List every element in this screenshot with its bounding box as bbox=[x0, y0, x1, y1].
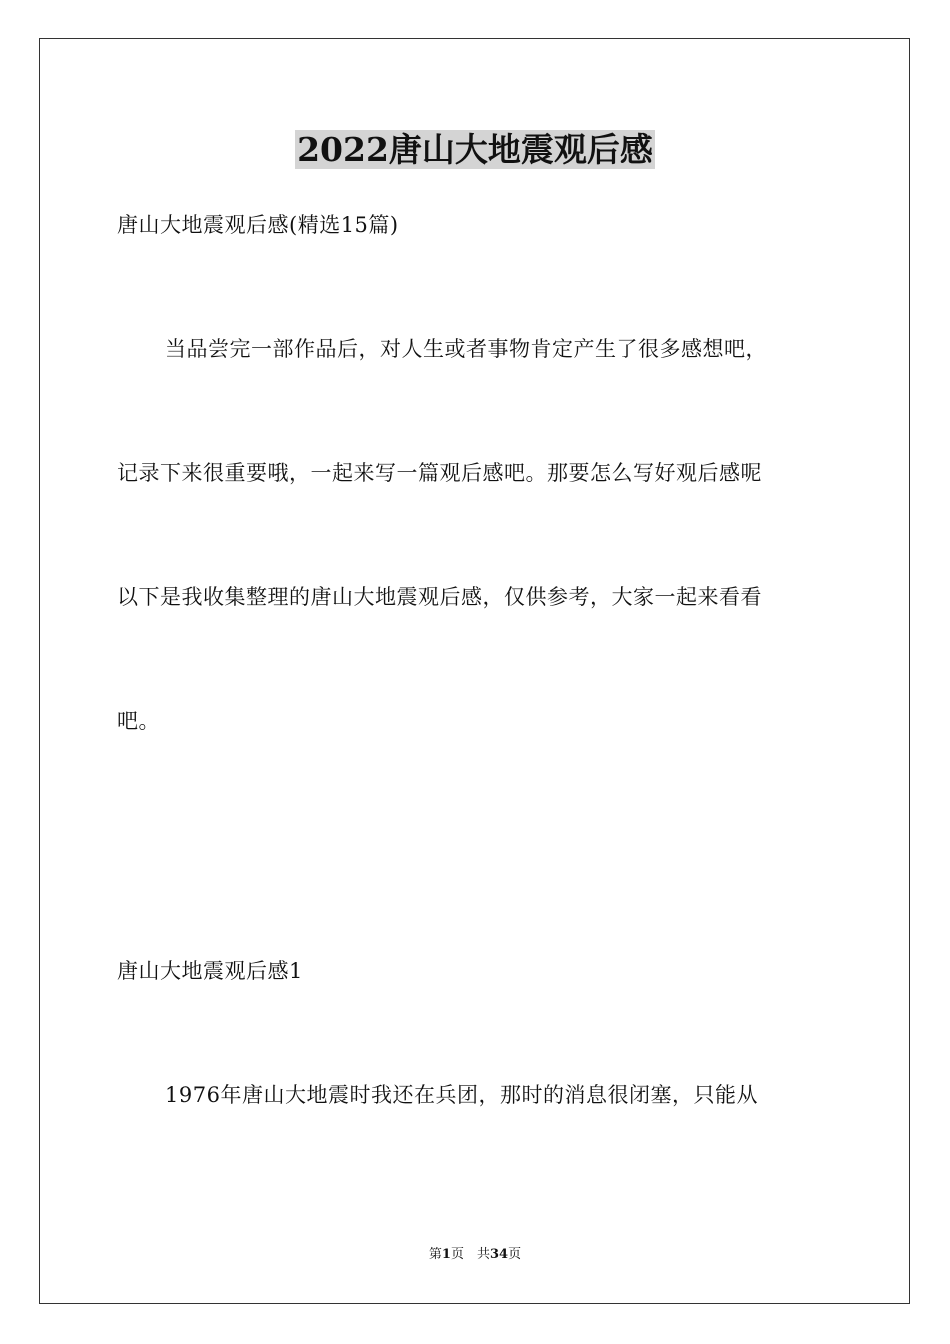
footer-page-total: 34 bbox=[489, 1247, 509, 1262]
intro-line-2: 记录下来很重要哦，一起来写一篇观后感吧。那要怎么写好观后感呢 bbox=[117, 461, 762, 485]
intro-line-3: 以下是我收集整理的唐山大地震观后感，仅供参考，大家一起来看看 bbox=[117, 585, 762, 609]
document-title-text: 2022唐山大地震观后感 bbox=[297, 130, 653, 169]
section-line-1: 1976年唐山大地震时我还在兵团，那时的消息很闭塞，只能从 bbox=[165, 1083, 758, 1107]
document-subtitle: 唐山大地震观后感(精选15篇) bbox=[117, 213, 399, 237]
document-title bbox=[0, 128, 950, 172]
page-footer bbox=[0, 1246, 950, 1264]
intro-line-1: 当品尝完一部作品后，对人生或者事物肯定产生了很多感想吧， bbox=[165, 337, 767, 361]
footer-page-current: 1 bbox=[441, 1247, 451, 1262]
section-heading: 唐山大地震观后感1 bbox=[117, 959, 303, 983]
intro-line-4: 吧。 bbox=[117, 709, 160, 733]
footer-suffix: 页 bbox=[508, 1247, 522, 1262]
footer-mid: 页 共 bbox=[450, 1247, 490, 1262]
footer-prefix: 第 bbox=[428, 1247, 442, 1262]
